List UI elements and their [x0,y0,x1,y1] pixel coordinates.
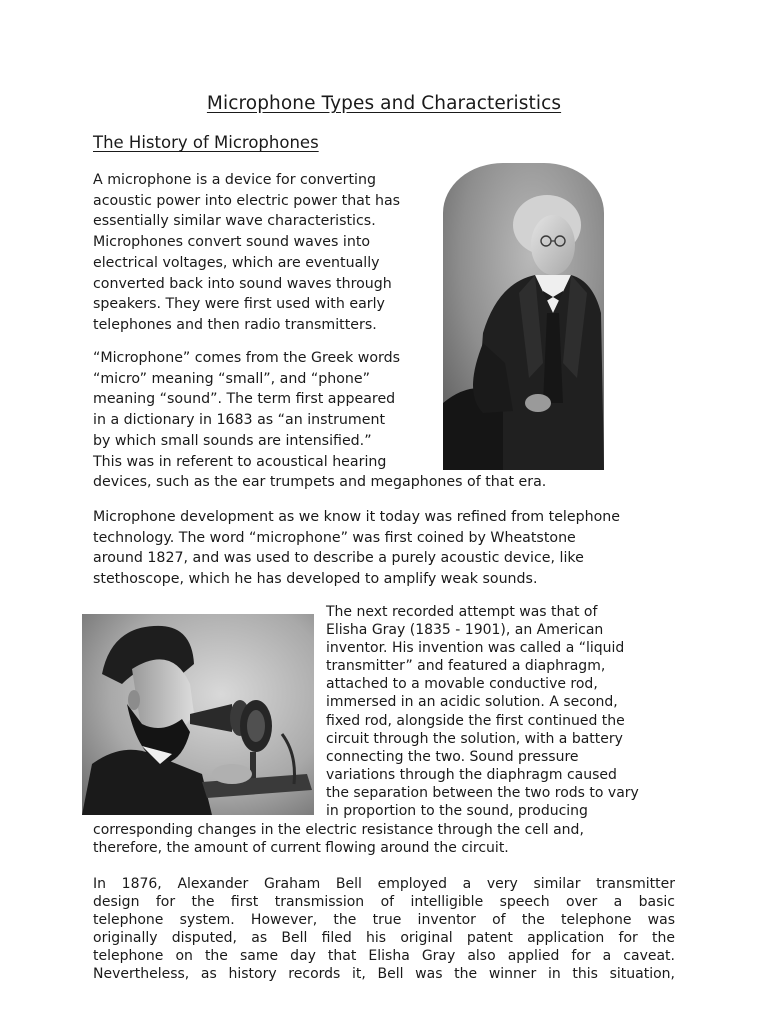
text-line: variations through the diaphragm caused [326,766,617,783]
bell-transmitter-photo [82,614,314,815]
text-line: acoustic power into electric power that has [93,192,401,209]
text-line: speakers. They were first used with early [93,296,385,313]
portrait-photo [443,163,604,470]
paragraph-bell [93,875,675,984]
text-line: connecting the two. Sound pressure [326,748,579,765]
text-line: therefore, the amount of current flowing around the circuit. [93,840,509,857]
text-line: telephone on the same day that Elisha Gray also applied for a caveat. [93,948,675,965]
text-line: Microphones convert sound waves into [93,234,371,251]
paragraph-definition [93,170,400,336]
text-line: in a dictionary in 1683 as “an instrument [93,412,386,429]
text-line: design for the first transmission of intelligible speech over a basic [93,894,675,911]
text-line: attached to a movable conductive rod, [326,676,598,693]
paragraph-elisha-gray-continued [93,821,584,857]
paragraph-elisha-gray [326,603,639,820]
text-line: stethoscope, which he has developed to amplify weak sounds. [93,571,538,588]
text-line: circuit through the solution, with a battery [326,730,623,747]
text-line: technology. The word “microphone” was first coined by Wheatstone [93,529,576,546]
text-line: Microphone development as we know it today was refined from telephone [93,509,621,525]
text-line: meaning “sound”. The term first appeared [93,391,396,408]
text-line: in proportion to the sound, producing [326,803,588,820]
text-line: by which small sounds are intensified.” [93,432,372,449]
text-line: the separation between the two rods to vary [326,784,639,801]
document-title: Microphone Types and Characteristics [206,93,562,114]
text-line: immersed in an acidic solution. A second, [326,694,618,711]
text-line: corresponding changes in the electric resistance through the cell and, [93,822,584,838]
text-line: electrical voltages, which are eventually [93,254,380,271]
section-heading: The History of Microphones [93,133,319,152]
text-line: devices, such as the ear trumpets and megaphones of that era. [93,474,547,491]
text-line: Nevertheless, as history records it, Bell was the winner in this situation, [93,966,675,983]
text-line: essentially similar wave characteristics. [93,213,376,230]
text-line: inventor. His invention was called a “liquid [326,640,625,657]
text-line: around 1827, and was used to describe a purely acoustic device, like [93,550,584,567]
text-line: “Microphone” comes from the Greek words [93,350,401,366]
text-line: fixed rod, alongside the first continued the [326,712,625,729]
portrait-photo-icon [443,163,604,470]
speaking-into-transmitter-photo-icon [82,614,314,815]
text-line: A microphone is a device for converting [93,172,376,188]
text-line: transmitter” and featured a diaphragm, [326,658,606,675]
text-line: “micro” meaning “small”, and “phone” [93,370,370,387]
text-line: This was in referent to acoustical hearing [93,453,387,470]
text-line: telephones and then radio transmitters. [93,316,377,333]
text-line: converted back into sound waves through [93,275,392,292]
text-line: originally disputed, as Bell filed his original patent application for the [93,930,675,947]
text-line: telephone system. However, the true inventor of the telephone was [93,912,675,929]
text-line: Elisha Gray (1835 - 1901), an American [326,622,604,639]
text-line: The next recorded attempt was that of [326,604,598,620]
paragraph-development [93,507,620,590]
text-line: In 1876, Alexander Graham Bell employed a very similar transmitter [93,876,675,892]
